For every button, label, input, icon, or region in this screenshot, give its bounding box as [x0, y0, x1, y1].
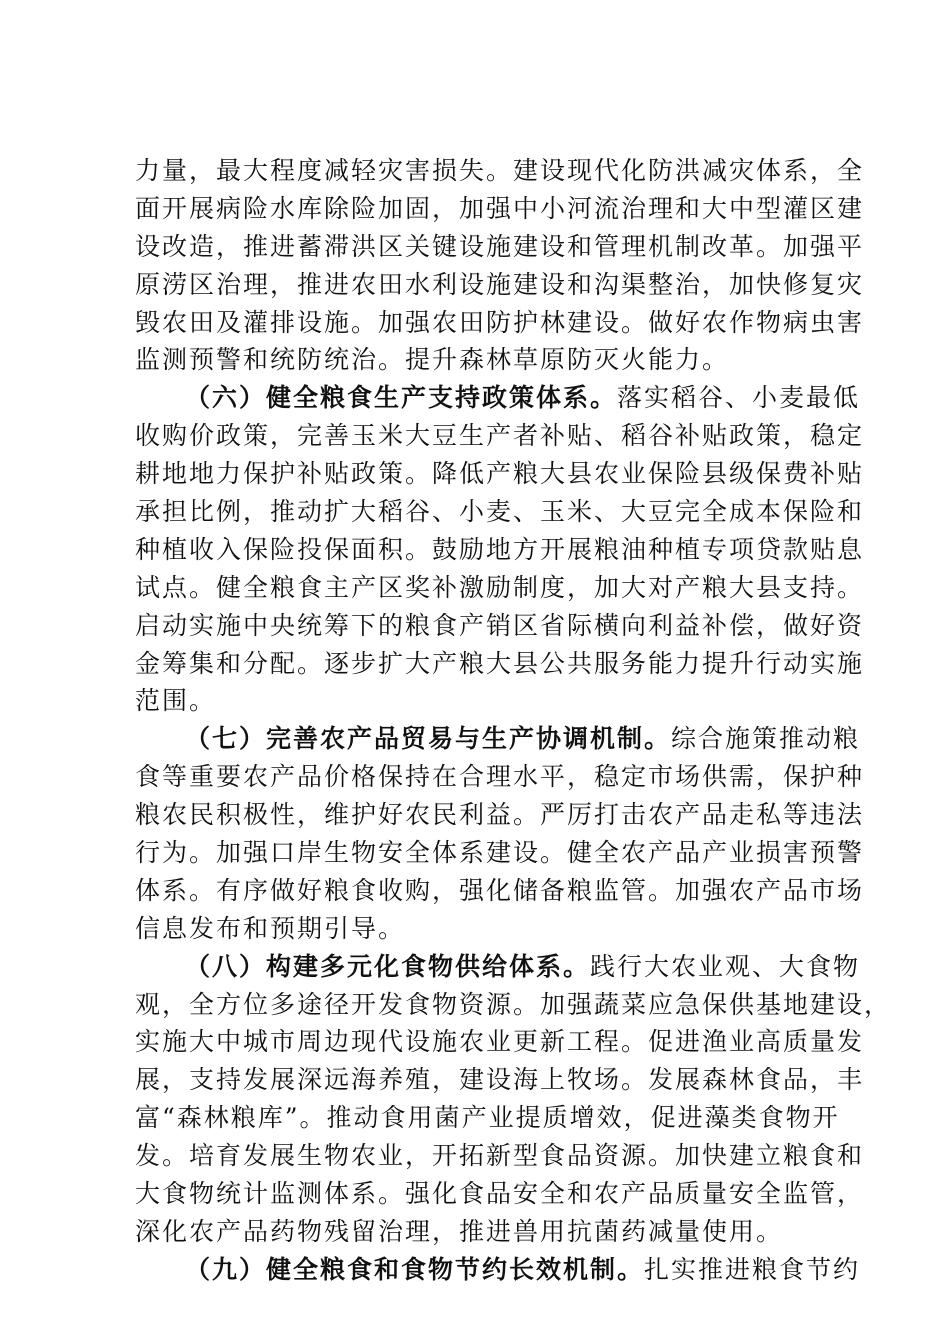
text-line: 信息发布和预期引导。: [135, 913, 406, 943]
text-line: 承担比例，推动扩大稻谷、小麦、玉米、大豆完全成本保险和: [135, 497, 865, 527]
text-line: 收购价政策，完善玉米大豆生产者补贴、稻谷补贴政策，稳定: [135, 421, 865, 451]
text-line: 食等重要农产品价格保持在合理水平，稳定市场供需，保护种: [135, 762, 865, 792]
text-line: 种植收入保险投保面积。鼓励地方开展粮油种植专项贷款贴息: [135, 534, 865, 564]
text-line: 实施大中城市周边现代设施农业更新工程。促进渔业高质量发: [135, 1027, 865, 1057]
section-heading-nine: （九）健全粮食和食物节约长效机制。: [185, 1254, 645, 1284]
text-line-first: [135, 379, 861, 417]
text-run: 综合施策推动粮: [671, 724, 861, 754]
paragraph-eight: [135, 948, 892, 1251]
text-line: 发。培育发展生物农业，开拓新型食品资源。加快建立粮食和: [135, 1141, 865, 1171]
text-line-first: [135, 948, 861, 986]
text-line: 展，支持发展深远海养殖，建设海上牧场。发展森林食品，丰: [135, 1065, 865, 1095]
text-run: 落实稻谷、小麦最低: [617, 383, 861, 413]
text-line: 富“森林粮库”。推动食用菌产业提质增效，促进藻类食物开: [135, 1103, 840, 1133]
text-line: 观，全方位多途径开发食物资源。加强蔬菜应急保供基地建设，: [135, 989, 892, 1019]
text-line: 行为。加强口岸生物安全体系建设。健全农产品产业损害预警: [135, 838, 865, 868]
text-line: 启动实施中央统筹下的粮食产销区省际横向利益补偿，做好资: [135, 610, 865, 640]
paragraph-six: [135, 379, 865, 720]
text-line: 试点。健全粮食主产区奖补激励制度，加大对产粮大县支持。: [135, 572, 865, 602]
text-run: 践行大农业观、大食物: [590, 951, 861, 981]
section-heading-seven: （七）完善农产品贸易与生产协调机制。: [185, 724, 672, 754]
text-line: 体系。有序做好粮食收购，强化储备粮监管。加强农产品市场: [135, 875, 865, 905]
text-line-first: [135, 720, 861, 758]
text-line: 原涝区治理，推进农田水利设施建设和沟渠整治，加快修复灾: [135, 269, 865, 299]
text-line: 设改造，推进蓄滞洪区关键设施建设和管理机制改革。加强平: [135, 231, 865, 261]
text-line: 耕地地力保护补贴政策。降低产粮大县农业保险县级保费补贴: [135, 459, 865, 489]
text-run: 扎实推进粮食节约: [644, 1254, 861, 1284]
text-line-first: [135, 1251, 861, 1289]
text-line: 面开展病险水库除险加固，加强中小河流治理和大中型灌区建: [135, 193, 865, 223]
text-line: 大食物统计监测体系。强化食品安全和农产品质量安全监管，: [135, 1179, 865, 1209]
section-heading-eight: （八）构建多元化食物供给体系。: [185, 951, 591, 981]
paragraph-continuation: [135, 152, 865, 379]
text-line: 监测预警和统防统治。提升森林草原防灭火能力。: [135, 345, 730, 375]
section-heading-six: （六）健全粮食生产支持政策体系。: [185, 383, 618, 413]
text-line: 范围。: [135, 686, 217, 716]
document-page: [135, 152, 892, 1289]
text-line: 金筹集和分配。逐步扩大产粮大县公共服务能力提升行动实施: [135, 648, 865, 678]
paragraph-seven: [135, 720, 865, 947]
paragraph-nine: [135, 1251, 861, 1289]
text-line: 力量，最大程度减轻灾害损失。建设现代化防洪减灾体系，全: [135, 156, 865, 185]
text-line: 粮农民积极性，维护好农民利益。严厉打击农产品走私等违法: [135, 800, 865, 830]
text-line: 深化农产品药物残留治理，推进兽用抗菌药减量使用。: [135, 1216, 784, 1246]
text-line: 毁农田及灌排设施。加强农田防护林建设。做好农作物病虫害: [135, 307, 865, 337]
